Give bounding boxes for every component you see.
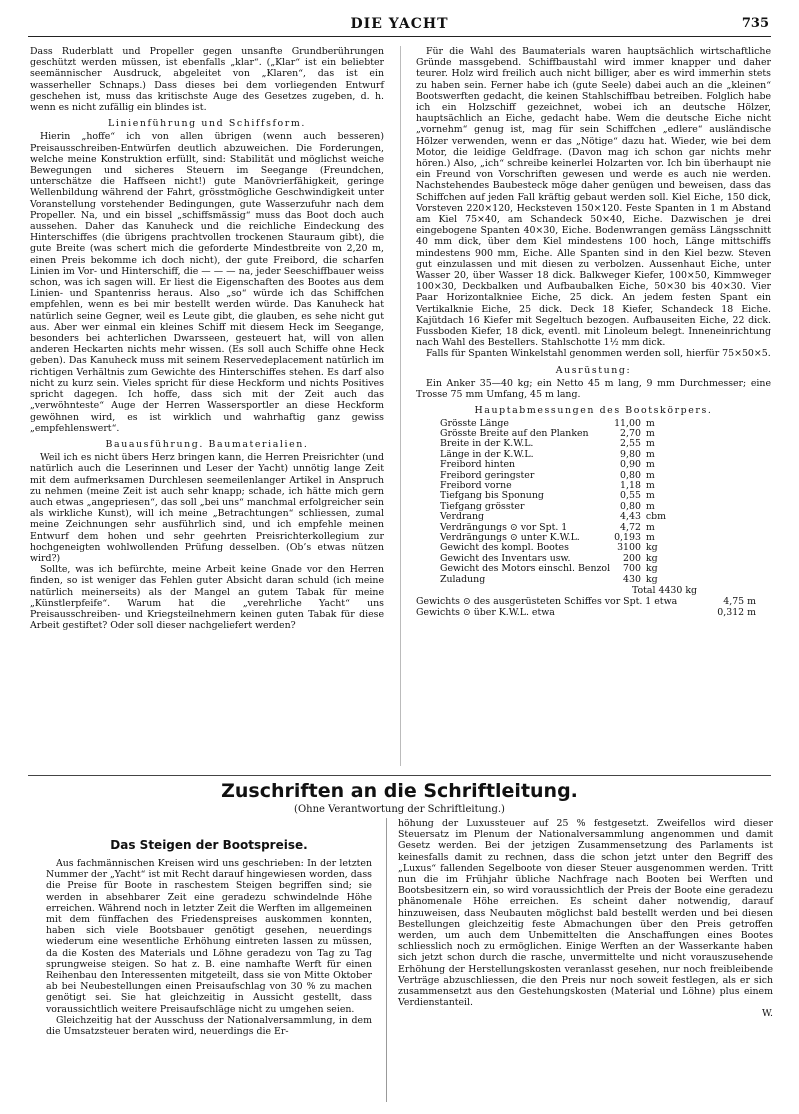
spec-row: [440, 575, 696, 585]
spec-label: Verdrängungs ⊙ unter K.W.L.: [440, 531, 580, 543]
spec-label: Verdrang: [440, 511, 485, 523]
section-rule: [28, 775, 771, 776]
spec-label: Freibord geringster: [440, 469, 535, 481]
spec-label: Grösste Breite auf den Planken: [440, 427, 589, 439]
spec-unit: m: [645, 459, 655, 471]
article-left-column: [46, 858, 372, 1037]
spec-row: [440, 512, 696, 522]
total-weight: Total 4430 kg: [632, 585, 698, 596]
spec-label: Breite in der K.W.L.: [440, 438, 534, 450]
header-rule: [28, 36, 771, 37]
spec-label: Gewicht des Motors einschl. Benzol: [440, 563, 611, 575]
spec-value: 9,80: [620, 448, 641, 460]
spec-unit: m: [645, 427, 655, 439]
paragraph: Aus fachmännischen Kreisen wird uns geschrieben: In der letzten Nummer der „Yacht“ ist mit Recht darauf hingewiesen worden, dass die Preise für Boote in raschestem Steigen begriffen sind; sie werden in absehbarer Zeit eine geradezu schwindelnde Höhe erreichen. Während noch in letzter Zeit die Werften im allgemeinen mit dem fünffachen des Friedenspreises auskommen konnten, haben sich viele Bootsbauer genötigt gesehen, neuerdings wiederum eine wesentliche Erhöhung eintreten lassen zu müssen, da die Kosten des Materials und Löhne geradezu von Tag zu Tag sprungweise steigen. So hat z. B. eine namhafte Werft für einen Reihenbau den Interessenten mitgeteilt, dass sie von Mitte Oktober ab bei Neubestellungen einen Preisaufschlag von 30 % zu machen genötigt sei. Sie hat gleichzeitig in Aussicht gestellt, dass voraussichtlich weitere Preisaufschläge nicht zu umgehen seien.: [46, 858, 372, 1015]
paragraph: Weil ich es nicht übers Herz bringen kann, die Herren Preisrichter (und natürlich auch die Leserinnen und Leser der Yacht) unnötig lange Zeit mit dem aufmerksamen Durchlesen seemeilenlanger Artikel in Anspruch zu nehmen (meine Zeit ist auch sehr knapp; schade, ich hätte mich gern auch etwas „angepriesen“, das soll „bei uns“ manchmal erfolgreicher sein als wirkliche Kunst), will ich meine „Betrachtungen“ schliessen, zumal meine Zeichnungen sehr ausführlich sind, und ich empfehle meinen Entwurf dem hohen und sehr geehrten Preisrichterkollegium zur hochgeneigten wohlwollenden Prüfung desselben. (Ob’s etwas nützen wird?): [30, 452, 384, 564]
spec-value: 11,00: [614, 417, 641, 429]
column-divider: [400, 46, 401, 766]
signature: W.: [762, 1008, 773, 1020]
spec-label: Zuladung: [440, 573, 486, 585]
spec-unit: kg: [645, 563, 658, 575]
spec-label: Gewicht des kompl. Bootes: [440, 542, 569, 554]
spec-value: 4,43: [620, 511, 641, 523]
spec-value: 2,55: [620, 438, 641, 450]
spec-value: 0,193: [614, 531, 641, 543]
spec-unit: m: [645, 490, 655, 502]
spec-label: Länge in der K.W.L.: [440, 448, 534, 460]
spec-label: Gewicht des Inventars usw.: [440, 552, 571, 564]
spec-value: 430: [623, 573, 641, 585]
spec-value: 0,55: [620, 490, 641, 502]
spec-unit: m: [645, 448, 655, 460]
spec-unit: m: [645, 531, 655, 543]
spec-row: [440, 460, 696, 470]
spec-value: 1,18: [620, 479, 641, 491]
paragraph: Hierin „hoffe“ ich von allen übrigen (wenn auch besseren) Preisausschreiben-Entwürfen deutlich abzuweichen. Die Forderungen, welche meine Konstruktion erfüllt, sind: Stabilität und möglichst weiche Bewegungen und sicheres Steuern im Seegange (Freundchen, unterschätze die Haffseen nicht!) gute Manövrierfähigkeit, geringe Wellenbildung während der Fahrt, grösstmögliche Geschwindigkeit unter Voranstellung vorstehender Bedingungen, gute Wasserzufuhr nach dem Propeller. Na, und ein bissel „schiffsmässig“ muss das Boot doch auch aussehen. Daher das Kanuheck und die reichliche Eindeckung des Hinterschiffes (die übrigens prachtvollen trockenen Stauraum gibt), die gute Breite (was schert mich die geforderte Mindestbreite von 2,20 m, einen Preis bekomme ich doch nicht), der gute Freibord, die scharfen Linien im Vor- und Hinterschiff, die — — — na, jeder Seeschiffbauer weiss schon, was ich sagen will. Er liest die Eigenschaften des Bootes aus dem Linien- und Spantenriss heraus. Also „so“ würde ich das Schiffchen empfehlen, wenn es bei mir bestellt werden würde. Das Kanuheck hat natürlich seine Gegner, weil es Leute gibt, die glauben, es sehe nicht gut aus. Aber wer einmal ein kleines Schiff mit diesem Heck im Seegange, besonders bei achterlichen Dwarsseen, gesteuert hat, will von allen anderen Heckarten nichts mehr wissen. (Es soll auch Schiffe ohne Heck geben). Das Kanuheck muss mit seinem Reservedeplacement natürlich im richtigen Verhältnis zum Gewichte des Hinterschiffes stehen. Es darf also nicht zu kurz sein. Vieles spricht für diese Heckform und nichts Positives spricht dagegen. Ich hoffe, dass sich mit der Zeit auch das „verwöhnteste“ Auge der Herren Wassersportler an diese Heckform gewöhnen wird, es ist wirklich und wahrhaftig ganz gewiss „empfehlenswert“.: [30, 131, 384, 434]
spec-label: Freibord vorne: [440, 479, 512, 491]
spec-unit: m: [645, 417, 655, 429]
spec-unit: m: [645, 469, 655, 481]
subheading-linienfuehrung: Linienführung und Schiffsform.: [108, 118, 306, 130]
spec-value: 0,90: [620, 459, 641, 471]
paragraph: Dass Ruderblatt und Propeller gegen unsanfte Grundberührungen geschützt werden müssen, ist ebenfalls „klar“. („Klar“ ist ein beliebter seemännischer Ausdruck, abgeleitet von „Klaren“, das ist ein wasserheller Schnaps.) Dass dieses bei dem vorliegenden Entwurf geschehen ist, muss das kritischste Auge des Gesetzes zugeben, d. h. wenn es nicht zufällig ein blindes ist.: [30, 46, 384, 114]
spec-value: 3100: [617, 542, 641, 554]
weight-label: Gewichts ⊙ über K.W.L. etwa: [416, 607, 555, 619]
article-column-divider: [386, 818, 387, 1102]
subheading-ausruestung: Ausrüstung:: [555, 364, 632, 376]
left-column: [30, 46, 384, 631]
spec-unit: kg: [645, 552, 658, 564]
spec-label: Freibord hinten: [440, 459, 516, 471]
section-subtitle: (Ohne Verantwortung der Schriftleitung.): [294, 804, 505, 815]
center-of-gravity-block: [416, 596, 756, 618]
weight-value: 4,75 m: [723, 596, 756, 608]
right-column: [416, 46, 771, 618]
spec-unit: m: [645, 438, 655, 450]
paragraph: Falls für Spanten Winkelstahl genommen werden soll, hierfür 75×50×5.: [426, 348, 771, 360]
article-title: Das Steigen der Bootspreise.: [110, 838, 308, 852]
spec-unit: m: [645, 479, 655, 491]
spec-label: Tiefgang bis Sponung: [440, 490, 544, 502]
weight-value: 0,312 m: [717, 607, 756, 619]
paragraph: höhung der Luxussteuer auf 25 % festgesetzt. Zweifellos wird dieser Steuersatz im Plenum der Nationalversammlung angenommen und damit Gesetz werden. Bei der jetzigen Zusammensetzung des Parlaments ist keinesfalls damit zu rechnen, dass die schon jetzt unter den Begriff des „Luxus“ fallenden Segelboote von dieser Steuer ausgenommen werden. Tritt nun die im Frühjahr übliche Nachfrage nach Booten bei Werften und Bootsbesitzern ein, so wird voraussichtlich der Preis der Boote eine geradezu phänomenale Höhe erreichen. Es scheint daher notwendig, darauf hinzuweisen, dass Neubauten möglichst bald bestellt werden und bei diesen Bestellungen gleichzeitig feste Abmachungen über den Preis getroffen werden, um auch dem Unbemittelten die Anschaffungen eines Bootes schliesslich noch zu ermöglichen. Einige Werften an der Wasserkante haben sich jetzt schon durch die rasche, unvermittelte und nicht vorauszusehende Erhöhung der Herstellungskosten veranlasst gesehen, nur noch freibleibende Verträge abzuschliessen, die den Preis nur noch soweit festlegen, als er sich zusammensetzt aus den Gestehungskosten (Material und Löhne) plus einem Verdienstanteil.: [398, 818, 773, 1009]
spec-unit: kg: [645, 573, 658, 585]
spec-unit: m: [645, 521, 655, 533]
paragraph: Sollte, was ich befürchte, meine Arbeit keine Gnade vor den Herren finden, so ist weniger das Fehlen guter Absicht daran schuld (ich meine natürlich meinerseits) als der Mangel an gutem Tabak für meine „Künstlerpfeife“. Warum hat die „verehrliche Yacht“ uns Preisausschreiben- und Kriegsteilnehmern keinen guten Tabak für diese Arbeit gestiftet? Oder soll dieser nachgeliefert werden?: [30, 564, 384, 632]
spec-value: 2,70: [620, 427, 641, 439]
weight-label: Gewichts ⊙ des ausgerüsteten Schiffes vor Spt. 1 etwa: [416, 596, 678, 608]
paragraph: Gleichzeitig hat der Ausschuss der Nationalversammlung, in dem die Umsatzsteuer beraten wird, neuerdings die Er-: [46, 1014, 372, 1038]
spec-value: 0,80: [620, 469, 641, 481]
spec-label: Grösste Länge: [440, 417, 509, 429]
dimensions-table: [440, 419, 696, 586]
subheading-hauptabmessungen: Hauptabmessungen des Bootskörpers.: [474, 405, 713, 417]
spec-unit: cbm: [645, 511, 667, 523]
page-number: 735: [741, 16, 769, 31]
spec-unit: kg: [645, 542, 658, 554]
running-header-title: DIE YACHT: [350, 16, 449, 32]
spec-value: 0,80: [620, 500, 641, 512]
paragraph: Ein Anker 35—40 kg; ein Netto 45 m lang, 9 mm Durchmesser; eine Trosse 75 mm Umfang, 45 m lang.: [416, 377, 771, 401]
section-title: Zuschriften an die Schriftleitung.: [221, 780, 578, 802]
spec-value: 4,72: [620, 521, 641, 533]
spec-label: Tiefgang grösster: [440, 500, 525, 512]
paragraph: Für die Wahl des Baumaterials waren hauptsächlich wirtschaftliche Gründe massgebend. Schiffbaustahl wird immer knapper und daher teurer. Holz wird freilich auch nicht billiger, aber es wird immerhin stets zu haben sein. Ferner habe ich (gute Seele) dabei auch an die „kleinen“ Bootswerften gedacht, die keinen Stahlschiffbau betreiben. Folglich habe ich ein Holzschiff gezeichnet, wobei ich an deutsche Hölzer, hauptsächlich an Eiche, gedacht habe. Wem die deutsche Eiche nicht „vornehm“ genug ist, mag für sein Schiffchen „edlere“ ausländische Hölzer verwenden, wenn er das „Nötige“ dazu hat. Wieder, wie bei dem Motor, die leidige Geldfrage. (Davon mag ich schon gar nichts mehr hören.) Also, „ich“ schreibe keinerlei Holzarten vor. Ich bin überhaupt nie ein Freund von Vorschriften gewesen und werde es auch nie werden. Nachstehendes Baubesteck möge daher genügen und beweisen, dass das Schiffchen auf jeden Fall kräftig gebaut werden soll. Kiel Eiche, 150 dick, Vorsteven 220×120, Hecksteven 150×120. Feste Spanten in 1 m Abstand am Kiel 75×40, am Schandeck 50×40, Eiche. Dazwischen je drei eingebogene Spanten 40×30, Eiche. Bodenwrangen gemäss Längsschnitt 40 mm dick, über dem Kiel mindestens 100 hoch, Länge mittschiffs mindestens 900 mm, Eiche. Alle Spanten sind in den Kiel bezw. Steven gut einzulassen und mit diesen zu verbolzen. Aussenhaut Eiche, unter Wasser 20, über Wasser 18 dick. Balkweger Kiefer, 100×50, Kimmweger 100×30, Deckbalken und Aufbaubalken Eiche, 50×30 bis 40×30. Vier Paar Horizontalkniee Eiche, 25 dick. An jedem festen Spant ein Vertikalknie Eiche, 25 dick. Deck 18 Kiefer, Schandeck 18 Eiche. Kajütdach 16 Kiefer mit Segeltuch bezogen. Aufbauseiten Eiche, 22 dick. Fussboden Kiefer, 18 dick, eventl. mit Linoleum belegt. Inneneinrichtung nach Wahl des Bestellers. Stahlschotte 1½ mm dick.: [416, 46, 771, 349]
article-right-column: [398, 818, 773, 1020]
spec-unit: m: [645, 500, 655, 512]
spec-value: 700: [623, 563, 641, 575]
spec-value: 200: [623, 552, 641, 564]
spec-label: Verdrängungs ⊙ vor Spt. 1: [440, 521, 568, 533]
subheading-bauausfuehrung: Bauausführung. Baumaterialien.: [105, 438, 309, 450]
